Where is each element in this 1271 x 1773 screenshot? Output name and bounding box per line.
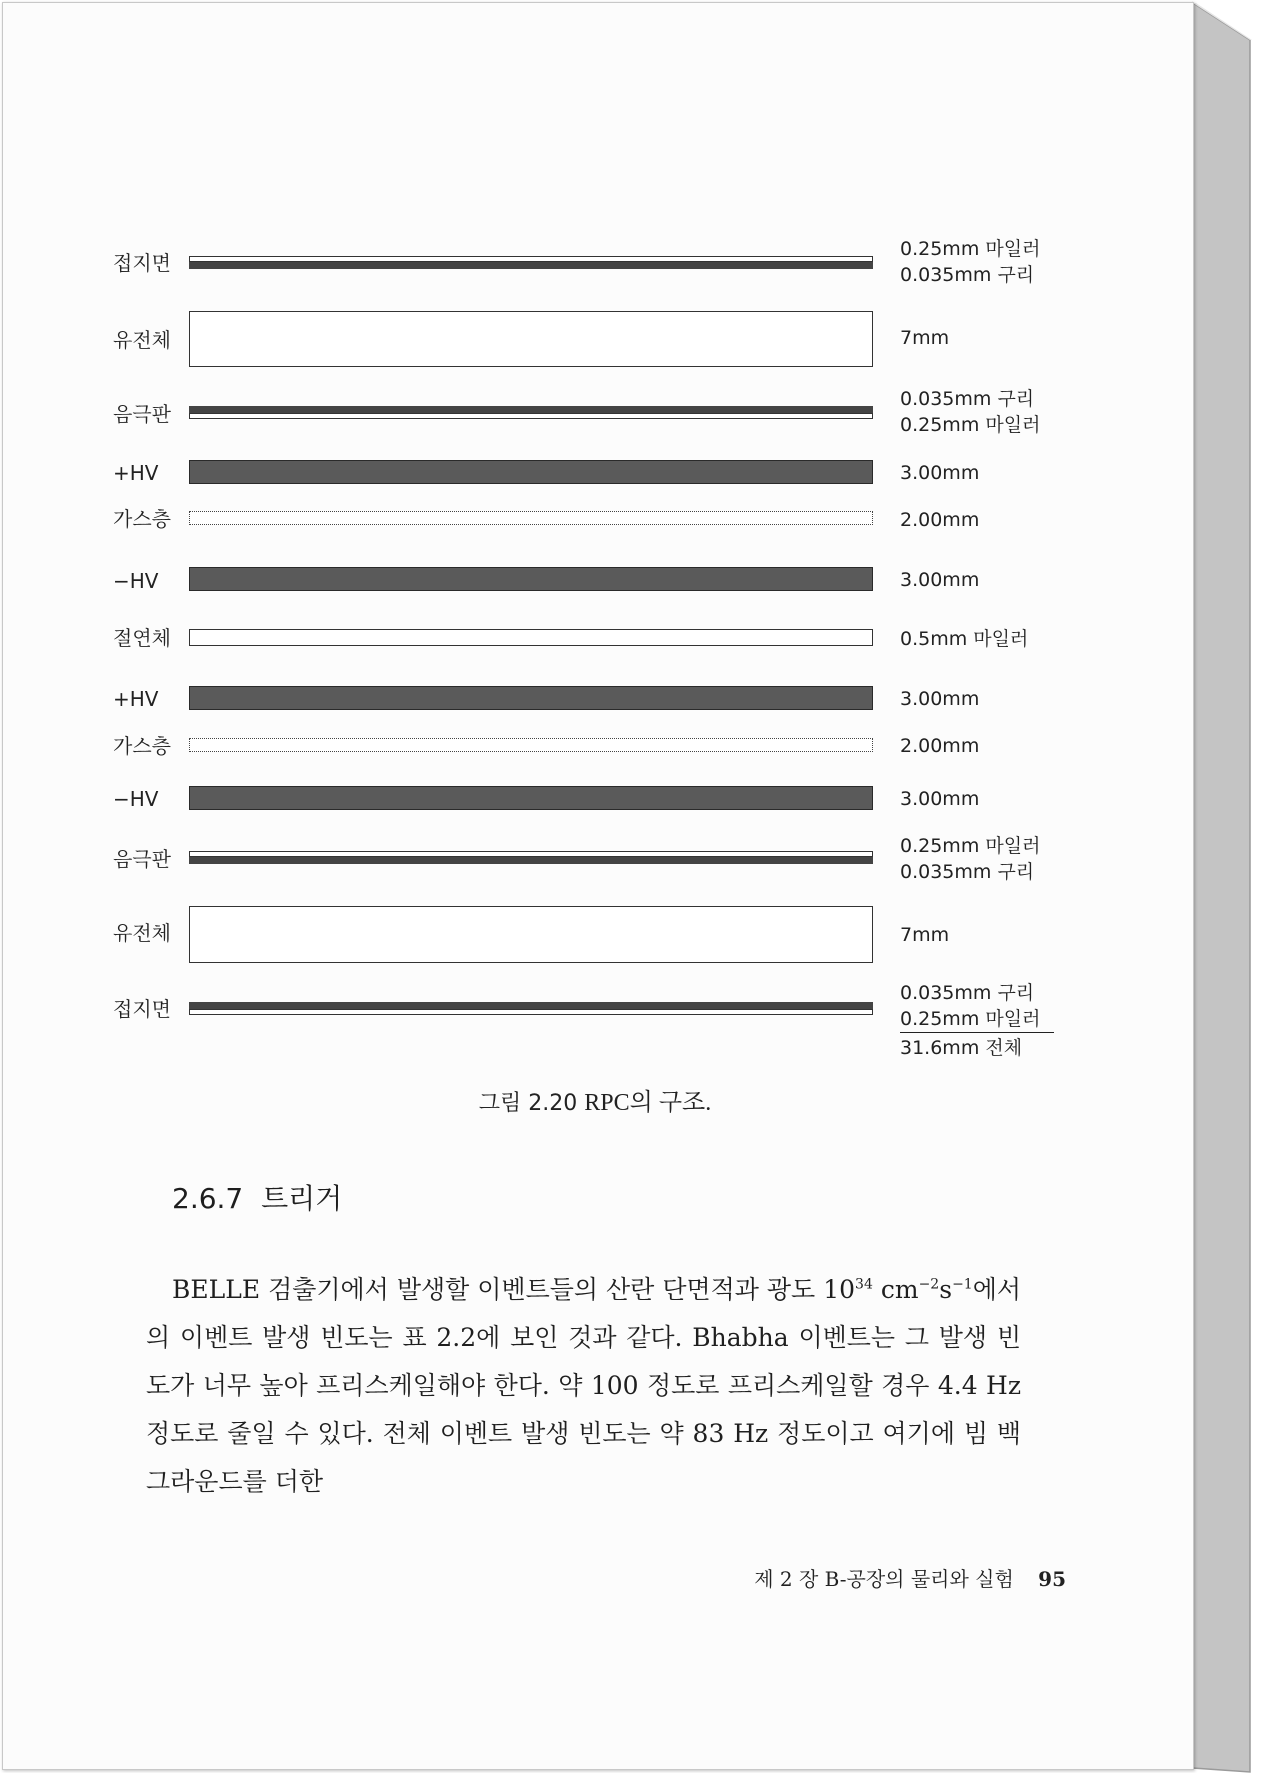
section-heading (172, 1177, 342, 1217)
copper-layer (189, 857, 873, 864)
exponent: 34 (855, 1276, 873, 1293)
layer-label: +HV (113, 687, 159, 711)
copper-layer (189, 406, 873, 413)
layer-spec: 7mm (900, 327, 950, 349)
gas-gap (189, 511, 873, 525)
layer-spec: 0.5mm 마일러 (900, 628, 1029, 650)
layer-spec: 0.035mm 구리 (900, 264, 1035, 286)
layer-label: +HV (113, 461, 159, 485)
paragraph-text: BELLE 검출기에서 발생할 이벤트들의 산란 단면적과 광도 10 (172, 1275, 856, 1304)
layer-spec: 3.00mm (900, 688, 980, 710)
layer-label: 가스층 (113, 507, 171, 531)
layer-label: 가스층 (113, 734, 171, 758)
body-paragraph (146, 1266, 1021, 1506)
layer-spec: 0.035mm 구리 (900, 861, 1035, 883)
page-number: 95 (1038, 1567, 1066, 1591)
caption-text: RPC의 구조. (584, 1090, 712, 1116)
total-thickness: 31.6mm 전체 (900, 1037, 1023, 1059)
layer-spec: 2.00mm (900, 735, 980, 757)
paragraph-text: s (939, 1275, 953, 1304)
layer-label: −HV (113, 787, 159, 811)
layer-label: −HV (113, 569, 159, 593)
section-number: 2.6.7 (172, 1182, 244, 1215)
paragraph-text: 에서의 이벤트 발생 빈도는 표 2.2에 보인 것과 같다. Bhabha 이벤트는 그 발생 빈도가 너무 높아 프리스케일해야 한다. 약 100 정도로 프리스케일할 경우 4.4 Hz 정도로 줄일 수 있다. 전체 이벤트 발생 빈도는 약 83 Hz 정도이고 여기에 빔 백그라운드를 더한 (146, 1275, 1022, 1496)
page-footer (754, 1563, 1066, 1592)
layer-spec: 3.00mm (900, 788, 980, 810)
copper-layer (189, 1002, 873, 1009)
exponent: −1 (952, 1276, 973, 1293)
layer-spec: 3.00mm (900, 462, 980, 484)
hv-plate (189, 686, 873, 710)
layer-label: 절연체 (113, 626, 171, 650)
layer-label: 유전체 (113, 328, 171, 352)
layer-spec: 0.25mm 마일러 (900, 1006, 1054, 1033)
mylar-layer (189, 413, 873, 419)
paragraph-text: cm (872, 1275, 919, 1304)
layer-label: 접지면 (113, 997, 171, 1021)
mylar-layer (189, 1009, 873, 1015)
figure-caption (0, 1082, 1190, 1117)
chapter-title: 제 2 장 B-공장의 물리와 실험 (754, 1567, 1014, 1591)
layer-spec: 3.00mm (900, 569, 980, 591)
layer-label: 음극판 (113, 402, 171, 426)
layer-label: 접지면 (113, 251, 171, 275)
dielectric-layer (189, 906, 873, 963)
layer-label: 음극판 (113, 847, 171, 871)
layer-spec: 7mm (900, 924, 950, 946)
section-title: 트리거 (261, 1182, 343, 1215)
layer-label: 유전체 (113, 921, 171, 945)
gas-gap (189, 738, 873, 752)
exponent: −2 (918, 1276, 940, 1293)
layer-spec: 0.25mm 마일러 (900, 238, 1041, 260)
dielectric-layer (189, 311, 873, 367)
layer-spec: 2.00mm (900, 509, 980, 531)
layer-spec: 0.25mm 마일러 (900, 414, 1041, 436)
copper-layer (189, 262, 873, 269)
insulator-layer (189, 629, 873, 646)
layer-spec: 0.035mm 구리 (900, 982, 1035, 1004)
hv-plate (189, 460, 873, 484)
caption-number: 그림 2.20 (478, 1091, 578, 1116)
layer-spec: 0.035mm 구리 (900, 388, 1035, 410)
layer-spec: 0.25mm 마일러 (900, 835, 1041, 857)
hv-plate (189, 567, 873, 591)
hv-plate (189, 786, 873, 810)
